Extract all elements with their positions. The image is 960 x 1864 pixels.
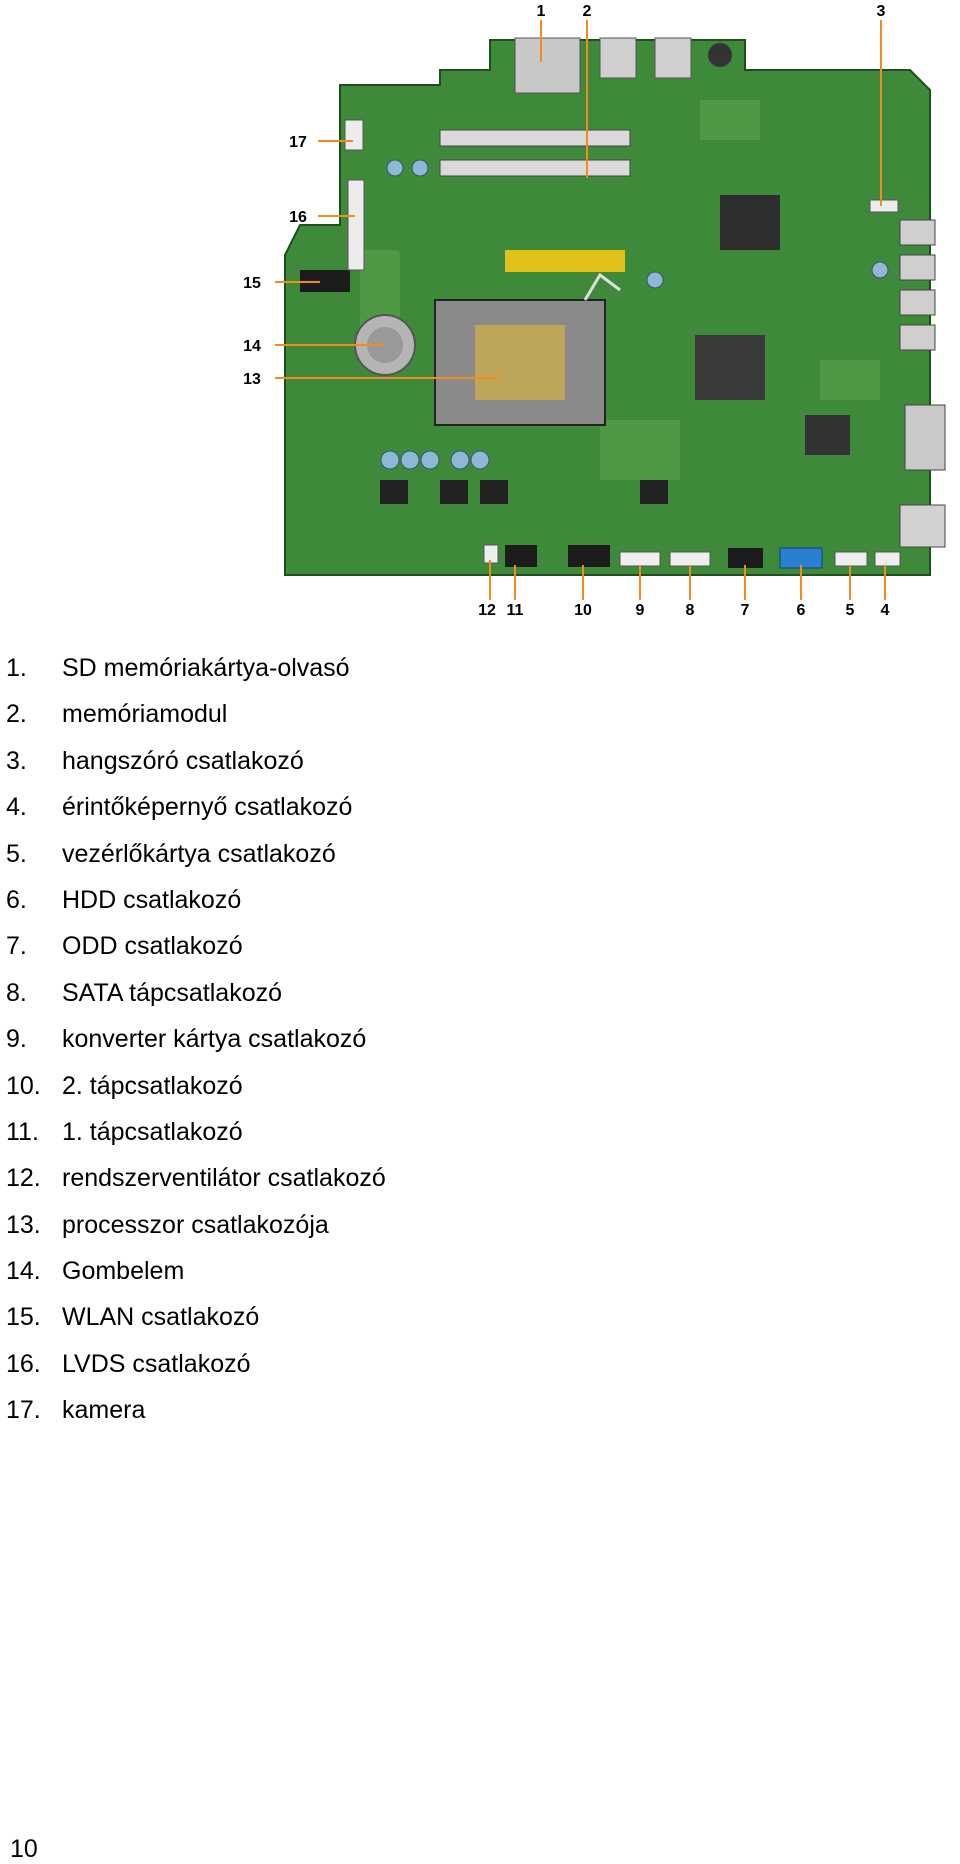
memory-slot [440, 130, 630, 146]
processor-socket-pins [475, 325, 565, 400]
camera-connector [345, 120, 363, 150]
callout-2: 2 [582, 3, 592, 20]
legend-label: ODD csatlakozó [62, 932, 243, 961]
legend-item [0, 653, 960, 699]
power-connector-2 [568, 545, 610, 567]
page-number: 10 [10, 1835, 38, 1863]
callout-7: 7 [740, 602, 750, 619]
legend-number: 11. [6, 1117, 39, 1146]
legend-number: 8. [6, 978, 27, 1007]
callout-10: 10 [574, 602, 592, 619]
legend-item [0, 1210, 960, 1256]
control-board-connector [835, 552, 867, 566]
legend-label: 1. tápcsatlakozó [62, 1117, 243, 1146]
legend-number: 6. [6, 885, 27, 914]
legend-number: 3. [6, 746, 27, 775]
motherboard-diagram [0, 0, 960, 620]
callout-14: 14 [243, 338, 261, 355]
legend-item [0, 978, 960, 1024]
legend-item [0, 746, 960, 792]
motherboard-figure [0, 0, 960, 620]
callout-9: 9 [635, 602, 645, 619]
touchscreen-connector [875, 552, 900, 566]
usb-port [900, 325, 935, 350]
legend-label: 2. tápcsatlakozó [62, 1071, 243, 1100]
callout-12: 12 [478, 602, 496, 619]
callout-16: 16 [289, 209, 307, 226]
callout-5: 5 [845, 602, 855, 619]
ethernet-port [900, 505, 945, 547]
power-connector-1 [505, 545, 537, 567]
legend-number: 5. [6, 839, 27, 868]
legend-item [0, 1117, 960, 1163]
legend-number: 15. [6, 1303, 41, 1332]
legend-number: 4. [6, 793, 27, 822]
legend-label: memóriamodul [62, 700, 228, 729]
legend-item [0, 1071, 960, 1117]
chipset [720, 195, 780, 250]
legend-item [0, 839, 960, 885]
legend-item [0, 1349, 960, 1395]
usb-port [600, 38, 636, 78]
callout-6: 6 [796, 602, 806, 619]
legend-number: 16. [6, 1349, 41, 1378]
legend-item [0, 1163, 960, 1209]
legend-number: 2. [6, 700, 27, 729]
usb-port [900, 290, 935, 315]
legend-item [0, 1302, 960, 1348]
callout-13: 13 [243, 371, 261, 388]
legend-number: 17. [6, 1396, 41, 1425]
legend-label: Gombelem [62, 1257, 185, 1286]
component-legend [0, 653, 960, 1442]
memory-slot [440, 160, 630, 176]
legend-label: érintőképernyő csatlakozó [62, 793, 353, 822]
legend-number: 1. [6, 654, 27, 682]
legend-item [0, 1256, 960, 1302]
legend-number: 13. [6, 1210, 41, 1239]
legend-item [0, 885, 960, 931]
sata-power-connector [670, 552, 710, 566]
superio-chip [805, 415, 850, 455]
legend-label: SD memóriakártya-olvasó [62, 654, 350, 682]
legend-item [0, 931, 960, 977]
callout-8: 8 [685, 602, 695, 619]
board-label-strip [505, 250, 625, 272]
usb-port [900, 255, 935, 280]
converter-board-connector [620, 552, 660, 566]
callout-11: 11 [506, 602, 524, 619]
legend-number: 9. [6, 1025, 27, 1054]
speaker-connector [870, 200, 898, 212]
gpu-chip [695, 335, 765, 400]
legend-number: 14. [6, 1257, 41, 1286]
legend-label: processzor csatlakozója [62, 1210, 329, 1239]
audio-jack [708, 43, 732, 67]
usb-port [655, 38, 691, 78]
usb-port [900, 220, 935, 245]
sd-card-reader [515, 38, 580, 93]
legend-label: konverter kártya csatlakozó [62, 1025, 367, 1054]
legend-item [0, 1395, 960, 1441]
legend-number: 12. [6, 1164, 41, 1193]
callout-17: 17 [289, 134, 307, 151]
legend-label: vezérlőkártya csatlakozó [62, 839, 336, 868]
legend-item [0, 792, 960, 838]
callout-1: 1 [536, 3, 546, 20]
lvds-connector [348, 180, 364, 270]
legend-label: hangszóró csatlakozó [62, 746, 304, 775]
legend-label: HDD csatlakozó [62, 885, 242, 914]
legend-label: SATA tápcsatlakozó [62, 978, 283, 1007]
callout-15: 15 [243, 275, 261, 292]
callout-3: 3 [876, 3, 886, 20]
legend-label: kamera [62, 1396, 146, 1425]
legend-label: LVDS csatlakozó [62, 1349, 251, 1378]
vga-port [905, 405, 945, 470]
legend-label: WLAN csatlakozó [62, 1303, 260, 1332]
callout-4: 4 [880, 602, 890, 619]
legend-number: 10. [6, 1071, 41, 1100]
legend-item [0, 1024, 960, 1070]
legend-label: rendszerventilátor csatlakozó [62, 1164, 386, 1193]
legend-number: 7. [6, 932, 27, 961]
legend-item [0, 699, 960, 745]
